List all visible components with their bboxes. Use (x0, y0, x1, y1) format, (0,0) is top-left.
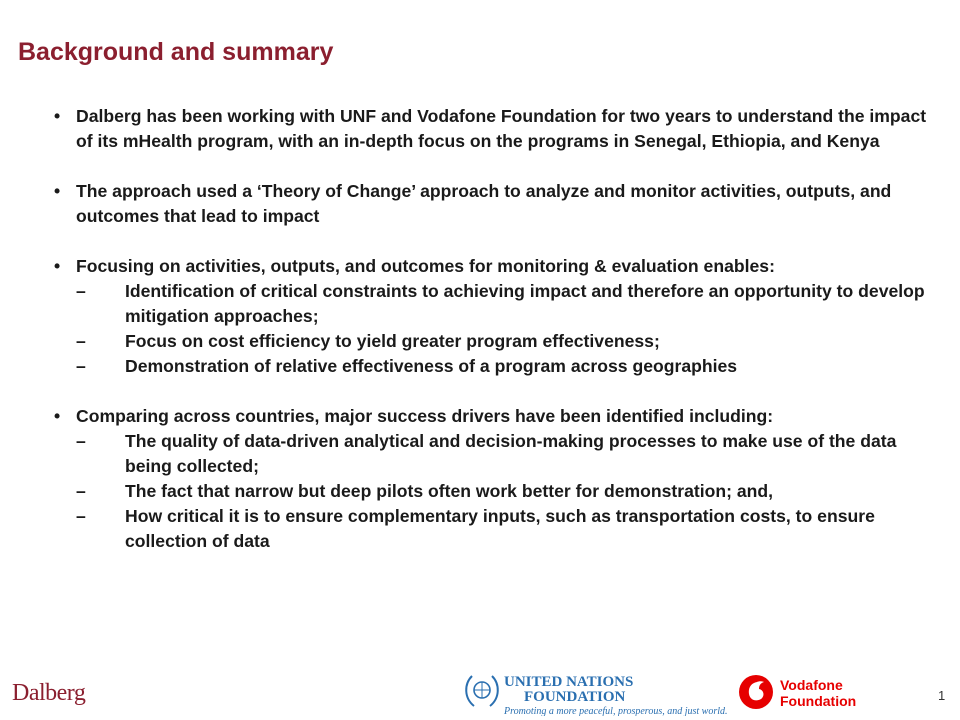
unf-name-line2: FOUNDATION (524, 689, 626, 705)
bullet-marker: • (54, 406, 61, 426)
unf-name-line1: UNITED NATIONS (504, 674, 634, 690)
sub-item (76, 479, 932, 504)
bullet-text: The approach used a ‘Theory of Change’ approach to analyze and monitor activities, outputs, and outcomes that lead to impact (76, 181, 892, 226)
sub-item-text: The fact that narrow but deep pilots often work better for demonstration; and, (125, 481, 774, 501)
bullet-item (52, 404, 932, 554)
sub-item (76, 504, 932, 554)
sub-item (76, 279, 932, 329)
bullet-text: Comparing across countries, major success drivers have been identified including: (76, 406, 774, 426)
dash-marker: – (76, 481, 86, 501)
dash-marker: – (76, 506, 86, 526)
sub-item-text: Demonstration of relative effectiveness of a program across geographies (125, 356, 738, 376)
bullet-marker: • (54, 256, 61, 276)
bullet-item (52, 254, 932, 379)
dalberg-logo: Dalberg (12, 680, 86, 706)
vodafone-name-line2: Foundation (780, 693, 857, 709)
bullet-marker: • (54, 181, 61, 201)
sub-item-text: Identification of critical constraints to achieving impact and therefore an opportunity to develop mitigation approaches; (125, 281, 925, 326)
vodafone-speechmark-icon (739, 675, 773, 709)
vodafone-foundation-logo (738, 668, 868, 716)
vodafone-name-line1: Vodafone (780, 677, 843, 693)
bullet-item (52, 104, 932, 154)
sub-item (76, 429, 932, 479)
sub-list (52, 429, 932, 554)
sub-item (76, 329, 932, 354)
slide-title: Background and summary (18, 38, 334, 66)
sub-item-text: How critical it is to ensure complementary inputs, such as transportation costs, to ensure collection of data (125, 506, 875, 551)
un-foundation-logo (462, 668, 734, 716)
dash-marker: – (76, 331, 86, 351)
sub-item (76, 354, 932, 379)
dash-marker: – (76, 431, 86, 451)
un-wreath-icon (466, 676, 498, 706)
top-border (0, 0, 960, 2)
sub-item-text: Focus on cost efficiency to yield greater program effectiveness; (125, 331, 660, 351)
dash-marker: – (76, 356, 86, 376)
bullet-text: Dalberg has been working with UNF and Vodafone Foundation for two years to understand the impact of its mHealth program, with an in-depth focus on the programs in Senegal, Ethiopia, and Kenya (76, 106, 927, 151)
dash-marker: – (76, 281, 86, 301)
unf-tagline: Promoting a more peaceful, prosperous, and just world. (504, 706, 728, 716)
bullet-item (52, 179, 932, 229)
bullet-text: Focusing on activities, outputs, and outcomes for monitoring & evaluation enables: (76, 256, 775, 276)
sub-list (52, 279, 932, 379)
bullet-marker: • (54, 106, 61, 126)
page-number: 1 (938, 688, 946, 703)
bullet-list (52, 104, 932, 579)
sub-item-text: The quality of data-driven analytical and decision-making processes to make use of the data being collected; (125, 431, 897, 476)
